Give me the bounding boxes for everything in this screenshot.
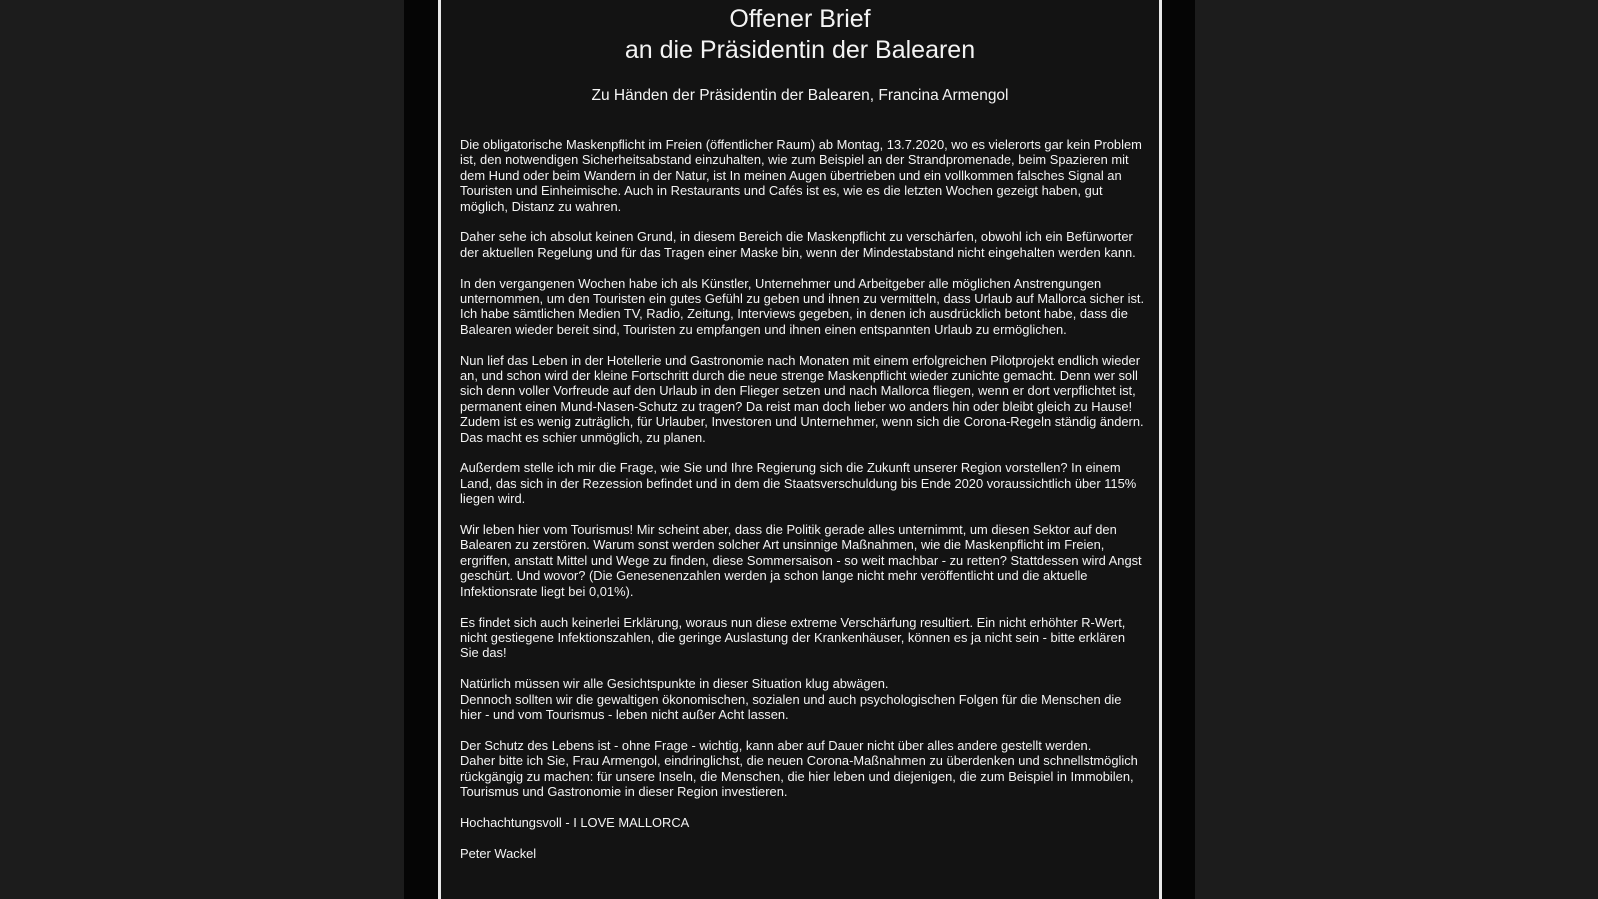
letter-closing: Hochachtungsvoll - I LOVE MALLORCA bbox=[460, 814, 690, 830]
paragraph bbox=[460, 738, 1145, 800]
letter-body bbox=[460, 137, 1145, 876]
paragraph: Außerdem stelle ich mir die Frage, wie Sie und Ihre Regierung sich die Zukunft unserer Region vorstellen? In einem Land, das sich in der Rezession befindet und in dem die Staatsverschuldung bis Ende 2020 voraussichtlich über 115% liegen wird. bbox=[460, 460, 1137, 507]
paragraph: Daher sehe ich absolut keinen Grund, in diesem Bereich die Maskenpflicht zu verschärfen, obwohl ich ein Befürworter der aktuellen Regelung und für das Tragen einer Maske bin, wenn der Mindestabstand nicht eingehalten werden kann. bbox=[460, 229, 1136, 260]
paragraph-line: Dennoch sollten wir die gewaltigen ökonomischen, sozialen und auch psychologischen Folgen für die Menschen die hier - und vom Tourismus - leben nicht außer Acht lassen. bbox=[460, 691, 1122, 722]
paragraph bbox=[460, 676, 1145, 722]
letter-signature: Peter Wackel bbox=[460, 845, 537, 861]
letter-title bbox=[441, 4, 1159, 66]
paragraph: Nun lief das Leben in der Hotellerie und Gastronomie nach Monaten mit einem erfolgreichen Pilotprojekt endlich wieder an, und schon wird der kleine Fortschritt durch die neue strenge Maskenpflicht wieder zunichte gemacht. Denn wer soll sich denn voller Vorfreude auf den Urlaub in den Flieger setzen und nach Mallorca fliegen, wenn er dort verpflichtet ist, permanent einen Mund-Nasen-Schutz zu tragen? Da reist man doch lieber wo anders hin oder bleibt gleich zu Hause! Zudem ist es wenig zuträglich, für Urlauber, Investoren und Unternehmer, wenn sich die Corona-Regeln ständig ändern. Das macht es schier unmöglich, zu planen. bbox=[460, 352, 1144, 445]
open-letter bbox=[438, 0, 1162, 899]
paragraph-line: Natürlich müssen wir alle Gesichtspunkte in dieser Situation klug abwägen. bbox=[460, 676, 889, 692]
title-line-1: Offener Brief bbox=[729, 5, 871, 33]
paragraph-line: Der Schutz des Lebens ist - ohne Frage - wichtig, kann aber auf Dauer nicht über alles andere gestellt werden. bbox=[460, 737, 1092, 753]
paragraph: Es findet sich auch keinerlei Erklärung, woraus nun diese extreme Verschärfung resultiert. Ein nicht erhöhter R-Wert, nicht gestiegene Infektionszahlen, die geringe Auslastung der Krankenhäuser, können es ja nicht sein - bitte erklären Sie das! bbox=[460, 614, 1126, 661]
paragraph: Die obligatorische Maskenpflicht im Freien (öffentlicher Raum) ab Montag, 13.7.2020, wo es vielerorts gar kein Problem ist, den notwendigen Sicherheitsabstand einzuhalten, wie zum Beispiel an der Strandpromenade, beim Spazieren mit dem Hund oder beim Wandern in der Natur, ist In meinen Augen übertrieben und ein vollkommen falsches Signal an Touristen und Einheimische. Auch in Restaurants und Cafés ist es, wie es die letzten Wochen gezeigt haben, gut möglich, Distanz zu wahren. bbox=[460, 137, 1142, 214]
paragraph: Wir leben hier vom Tourismus! Mir scheint aber, dass die Politik gerade alles unternimmt, um diesen Sektor auf den Balearen zu zerstören. Warum sonst werden solcher Art unsinnige Maßnahmen, wie die Maskenpflicht im Freien, ergriffen, anstatt Mittel und Wege zu finden, diese Sommersaison - so weit machbar - zu retten? Stattdessen wird Angst geschürt. Und wovor? (Die Genesenenzahlen werden ja schon lange nicht mehr veröffentlicht und die aktuelle Infektionsrate liegt bei 0,01%). bbox=[460, 522, 1142, 599]
title-line-2: an die Präsidentin der Balearen bbox=[624, 36, 976, 64]
letter-recipient: Zu Händen der Präsidentin der Balearen, Francina Armengol bbox=[591, 87, 1009, 104]
paragraph-line: Daher bitte ich Sie, Frau Armengol, eindringlichst, die neuen Corona-Maßnahmen zu überdenken und schnellstmöglich rückgängig zu machen: für unsere Inseln, die Menschen, die hier leben und diejenigen, die zum Beispiel in Immobilen, Tourismus und Gastronomie in dieser Region investieren. bbox=[460, 753, 1138, 799]
paragraph: In den vergangenen Wochen habe ich als Künstler, Unternehmer und Arbeitgeber alle möglichen Anstrengungen unternommen, um den Touristen ein gutes Gefühl zu geben und ihnen zu vermitteln, dass Urlaub auf Mallorca sicher ist. Ich habe sämtlichen Medien TV, Radio, Zeitung, Interviews gegeben, in denen ich ausdrücklich betont habe, dass die Balearen wieder bereit sind, Touristen zu empfangen und ihnen einen entspannten Urlaub zu ermöglichen. bbox=[460, 275, 1145, 337]
